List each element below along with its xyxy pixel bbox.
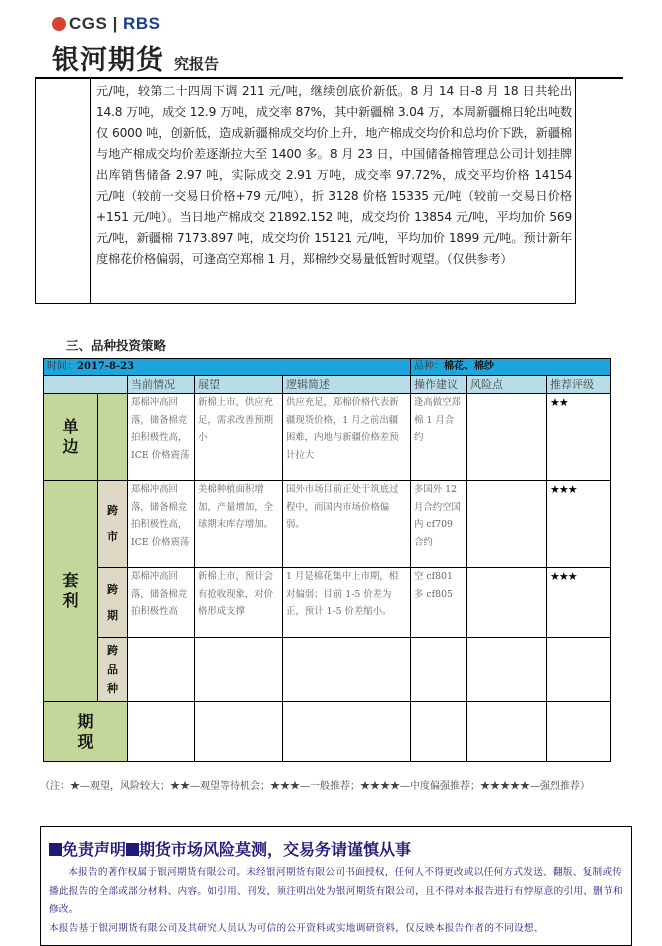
col-rating: 推荐评级 xyxy=(547,376,611,394)
cell-advice: 多国外 12 月合约空国内 cf709 合约 xyxy=(411,481,467,568)
company-logo: CGS | RBS 银河期货 究报告 xyxy=(52,14,220,76)
cell-outlook: 新棉上市，供应充足，需求改善预期小 xyxy=(195,394,283,481)
table-row xyxy=(44,702,611,762)
sub-cross-period: 跨期 xyxy=(98,568,128,638)
cell-current: 郑棉冲高回落，储备棉竞拍积极性高 xyxy=(128,568,195,638)
report-label: 究报告 xyxy=(174,55,220,73)
col-current: 当前情况 xyxy=(128,376,195,394)
cell-risk xyxy=(467,568,547,638)
sub-cross-variety: 跨品种 xyxy=(98,638,128,702)
strategy-table xyxy=(43,358,611,762)
cell-current: 郑棉冲高回落，储备棉竞拍积极性高，ICE 价格震荡 xyxy=(128,481,195,568)
group-spot: 期现 xyxy=(44,702,128,762)
cell-outlook: 美棉种植面积增加，产量增加，全球期末库存增加。 xyxy=(195,481,283,568)
col-outlook: 展望 xyxy=(195,376,283,394)
cell-advice: 空 cf801 多 cf805 xyxy=(411,568,467,638)
table-row xyxy=(44,638,611,702)
cell-advice: 逢高做空郑棉 1 月合约 xyxy=(411,394,467,481)
brand-cgs: CGS xyxy=(69,14,108,33)
column-divider xyxy=(90,78,91,303)
table-row xyxy=(44,394,611,481)
rating-note: （注：★—观望，风险较大；★★—观望等待机会；★★★—一般推荐；★★★★—中度偏强推荐；★★★★★—强烈推荐） xyxy=(40,781,590,792)
analysis-text: 元/吨，较第二十四周下调 211 元/吨，继续创底价新低。8 月 14 日-8 月 18 日共轮出 14.8 万吨，成交 12.9 万吨，成交率 87%，其中新疆棉 3.04 万，本周新疆棉日轮出吨数仅 6000 吨，创新低，造成新疆棉成交均价上升，地产棉成交均价和总均价下跌，新疆棉与地产棉成交均价差逐渐拉大至 1400 多。8 月 23 日，中国储备棉管理总公司计划挂牌出库销售储备 2.97 吨，实际成交 2.91 万吨，成交率 97.72%，成交平均价格 14154 元/吨（较前一交易日价格+79 元/吨），折 3128 价格 15335 元/吨（较前一交易日价格+151 元/吨）。当日地产棉成交 21892.152 吨，成交均价 13854 元/吨，平均加价 569 元/吨，新疆棉 7173.897 吨，成交均价 15121 元/吨，平均加价 1899 元/吨。预计新年度棉花价格偏弱，可逢高空郑棉 1 月，郑棉纱交易量低暂时观望。（仅供参考） xyxy=(96,84,572,266)
cell-rating: ★★ xyxy=(547,394,611,481)
cell-current: 郑棉冲高回落，储备棉竞拍积极性高，ICE 价格震荡 xyxy=(128,394,195,481)
sub-cross-market: 跨市 xyxy=(98,481,128,568)
cell-risk xyxy=(467,481,547,568)
col-logic: 逻辑简述 xyxy=(283,376,411,394)
cell-rating: ★★★ xyxy=(547,568,611,638)
table-row xyxy=(44,481,611,568)
cell-logic: 供应充足，郑棉价格代表新疆现货价格，1 月之前出疆困难，内地与新疆价格差预计拉大 xyxy=(283,394,411,481)
variety-cell: 品种：棉花、棉纱 xyxy=(411,359,611,376)
square-icon xyxy=(49,843,62,856)
col-advice: 操作建议 xyxy=(411,376,467,394)
group-arbitrage: 套利 xyxy=(44,481,98,702)
cell-logic: 1 月是棉花集中上市期，相对偏弱；目前 1-5 价差为正，预计 1-5 价差缩小。 xyxy=(283,568,411,638)
disclaimer-para-2: 本报告基于银河期货有限公司及其研究人员认为可信的公开资料或实地调研资料，仅反映本报告作者的不同设想、 xyxy=(49,922,544,934)
date-cell: 时间：2017-8-23 xyxy=(44,359,411,376)
group-single: 单边 xyxy=(44,394,98,481)
disclaimer-title: 免责声明 期货市场风险莫测，交易务请谨慎从事 xyxy=(49,837,623,860)
cgs-swirl-icon xyxy=(52,17,66,31)
table-meta-row xyxy=(44,359,611,376)
disclaimer-box xyxy=(40,826,632,946)
square-icon xyxy=(126,843,139,856)
brand-rbs: RBS xyxy=(123,14,161,33)
table-header-row xyxy=(44,376,611,394)
analysis-box xyxy=(35,78,576,304)
table-row xyxy=(44,568,611,638)
cell-risk xyxy=(467,394,547,481)
cell-rating: ★★★ xyxy=(547,481,611,568)
col-risk: 风险点 xyxy=(467,376,547,394)
disclaimer-para-1: 本报告的著作权属于银河期货有限公司。未经银河期货有限公司书面授权，任何人不得更改或以任何方式发送、翻版、复制或传播此报告的全部或部分材料、内容。如引用、刊发，须注明出处为银河期货有限公司，且不得对本报告进行有悖原意的引用、删节和修改。 xyxy=(49,867,623,915)
brand-cn: 银河期货 xyxy=(52,45,164,76)
cell-logic: 国外市场目前正处于筑底过程中，而国内市场价格偏弱。 xyxy=(283,481,411,568)
section-title: 三、品种投资策略 xyxy=(66,338,167,353)
cell-outlook: 新棉上市，预计会有抢收现象，对价格形成支撑 xyxy=(195,568,283,638)
